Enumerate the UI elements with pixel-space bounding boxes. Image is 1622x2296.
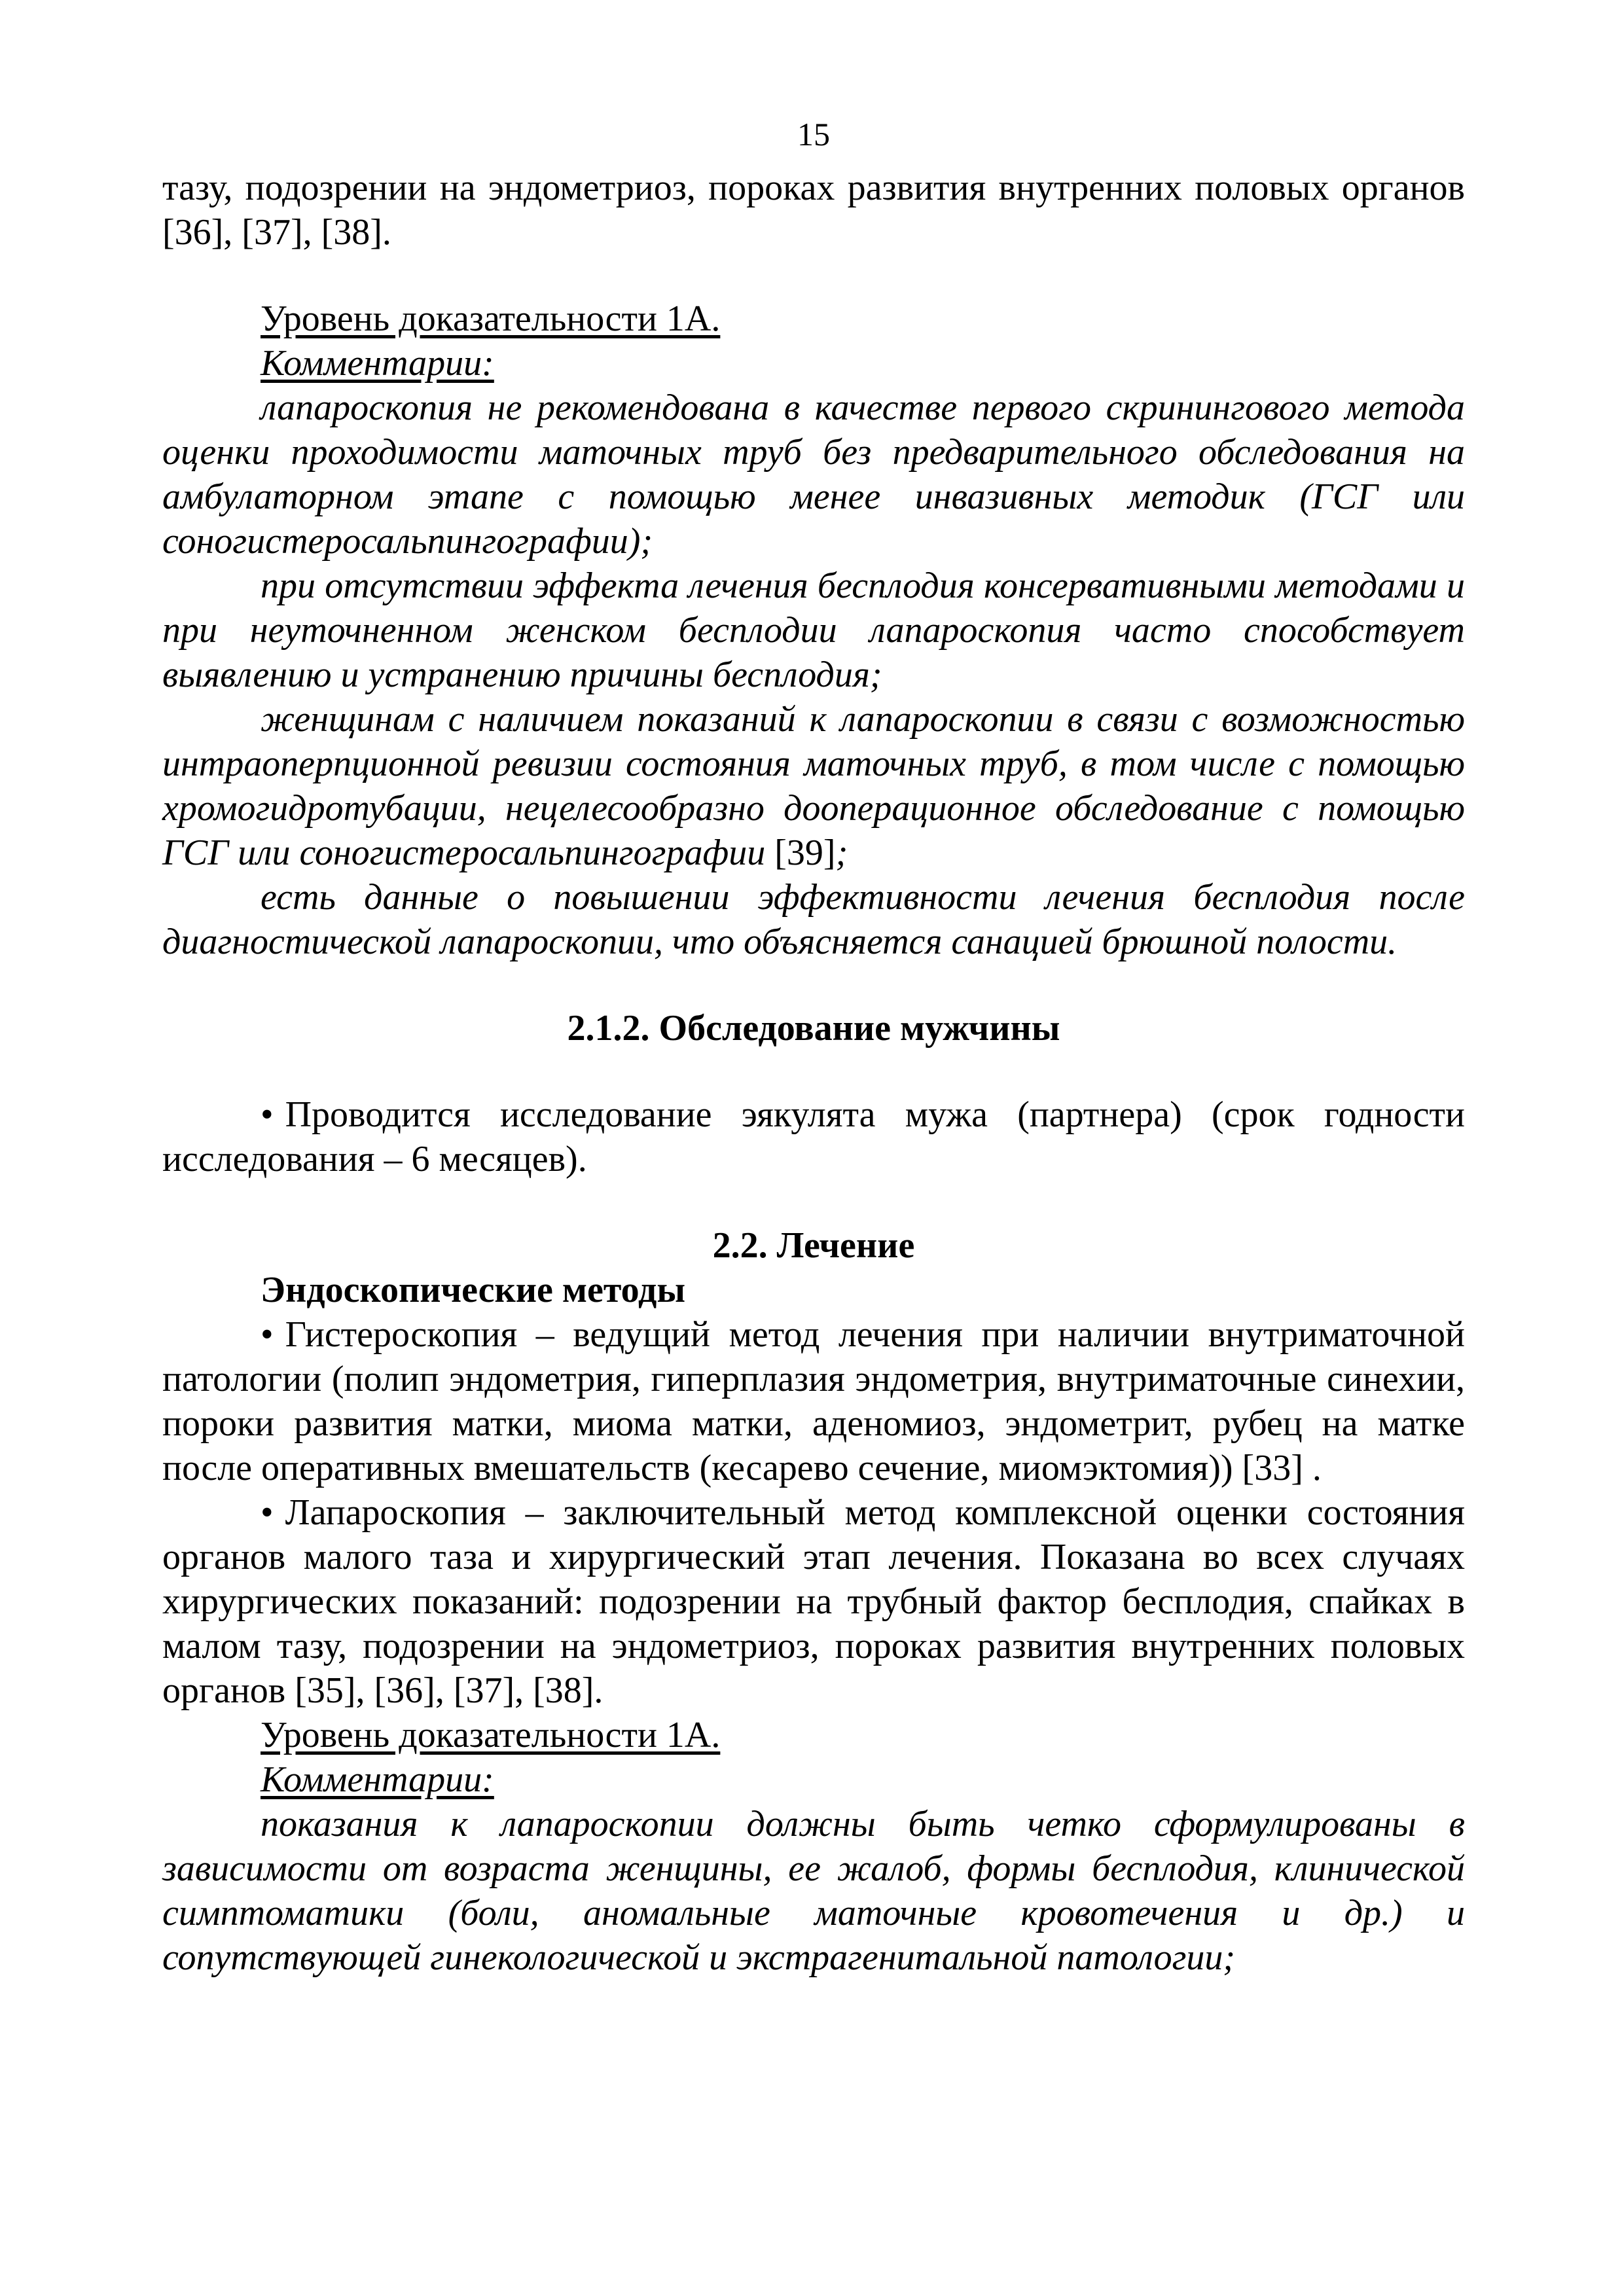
section-treatment-title: 2.2. Лечение <box>712 1225 915 1266</box>
bullet-icon: • <box>261 1314 274 1355</box>
bullet-icon: • <box>261 1492 274 1533</box>
bullet-icon: • <box>261 1094 274 1135</box>
treatment-bullet-laparoscopy <box>162 1490 1465 1713</box>
comment-1-4: есть данные о повышении эффективности лечения бесплодия после диагностической лапароскопии, что объясняется санацией брюшной полости. <box>162 877 1465 962</box>
evidence-level-1: Уровень доказательности 1А. <box>261 298 721 339</box>
comment-1-3-text: женщинам с наличием показаний к лапароскопии в связи с возможностью интраоперпционной ревизии состояния маточных труб, в том числе с помощью хромогидротубации, нецелесообразно дооперационное обследование с помощью ГСГ или соногистеросальпингографии <box>162 699 1465 873</box>
comments-label-2: Комментарии: <box>261 1759 494 1800</box>
comment-1-3 <box>162 697 1465 875</box>
male-bullet-item <box>162 1092 1465 1181</box>
comment-1-2: при отсутствии эффекта лечения бесплодия консервативными методами и при неуточненном женском бесплодии лапароскопия часто способствует выявлению и устранению причины бесплодия; <box>162 565 1465 695</box>
document-page <box>162 115 1465 1980</box>
page-number: 15 <box>797 116 830 152</box>
comment-1-3-ref: [39] <box>774 833 836 873</box>
comment-2-1: показания к лапароскопии должны быть четко сформулированы в зависимости от возраста женщины, ее жалоб, формы бесплодия, клинической симптоматики (боли, аномальные маточные кровотечения и др.) и сопутствующей гинекологической и экстрагенитальной патологии; <box>162 1804 1465 1978</box>
section-male-examination-title: 2.1.2. Обследование мужчины <box>567 1008 1060 1049</box>
treatment-bullet-hysteroscopy <box>162 1312 1465 1490</box>
endoscopic-methods-title: Эндоскопические методы <box>261 1270 686 1310</box>
male-bullet-text: Проводится исследование эякулята мужа (партнера) (срок годности исследования – 6 месяцев). <box>162 1094 1465 1179</box>
evidence-level-2: Уровень доказательности 1А. <box>261 1715 721 1755</box>
comment-1-3-end: ; <box>835 833 848 873</box>
intro-paragraph: тазу, подозрении на эндометриоз, пороках развития внутренних половых органов [36], [37], [38]. <box>162 168 1465 253</box>
treatment-bullet-text: Гистероскопия – ведущий метод лечения при наличии внутриматочной патологии (полип эндометрия, гиперплазия эндометрия, внутриматочные синехии, пороки развития матки, миома матки, аденомиоз, эндометрит, рубец на матке после оперативных вмешательств (кесарево сечение, миомэктомия)) [33] . <box>162 1314 1465 1488</box>
comment-1-1: лапароскопия не рекомендована в качестве первого скринингового метода оценки проходимости маточных труб без предварительного обследования на амбулаторном этапе с помощью менее инвазивных методик (ГСГ или соногистеросальпингографии); <box>162 387 1465 562</box>
treatment-bullet-text: Лапароскопия – заключительный метод комплексной оценки состояния органов малого таза и хирургический этап лечения. Показана во всех случаях хирургических показаний: подозрении на трубный фактор бесплодия, спайках в малом тазу, подозрении на эндометриоз, пороках развития внутренних половых органов [35], [36], [37], [38]. <box>162 1492 1465 1711</box>
comments-label-1: Комментарии: <box>261 343 494 384</box>
